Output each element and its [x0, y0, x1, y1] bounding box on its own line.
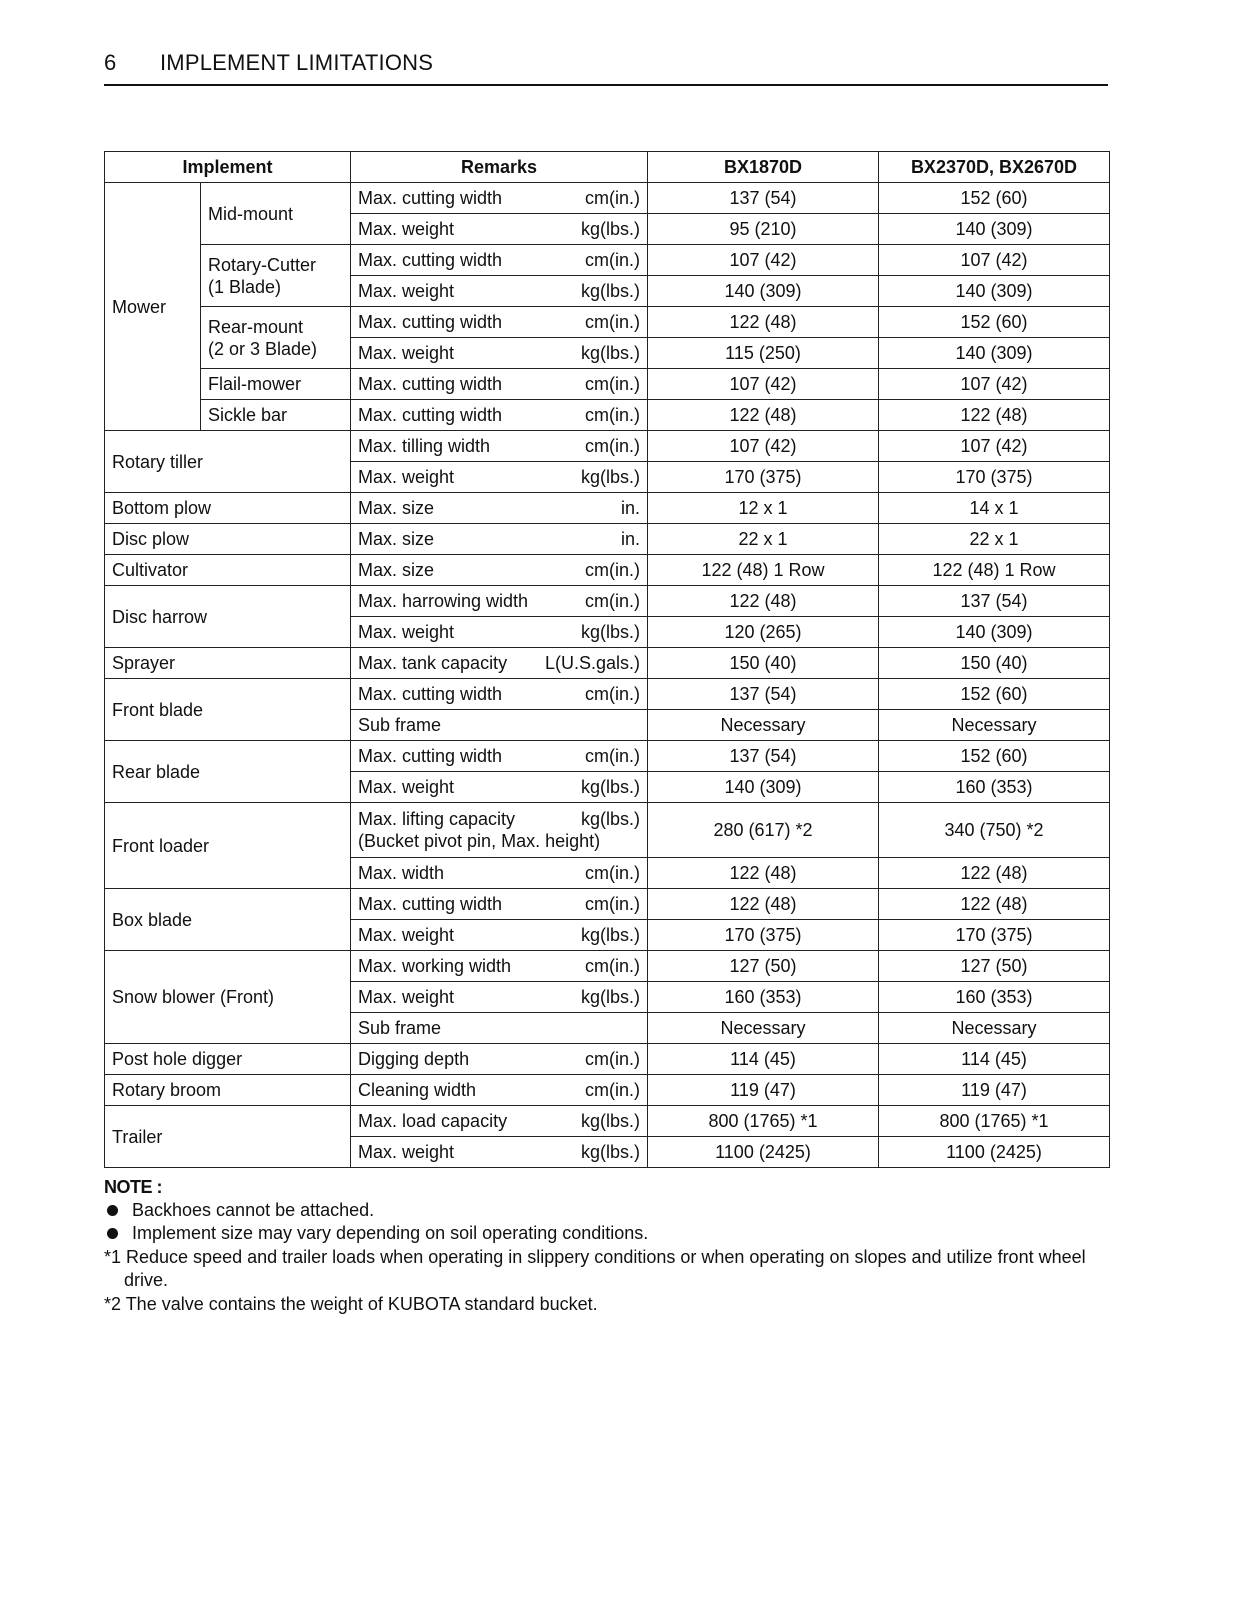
- value-bx1870d: 119 (47): [648, 1075, 879, 1106]
- value-bx2370d: 127 (50): [879, 951, 1110, 982]
- implement-sprayer: Sprayer: [105, 648, 351, 679]
- value-bx2370d: 152 (60): [879, 183, 1110, 214]
- implement-box-blade: Box blade: [105, 889, 351, 951]
- remark-cell: Max. cutting width cm(in.): [351, 245, 648, 276]
- table-row: [105, 951, 1110, 982]
- value-bx2370d: 137 (54): [879, 586, 1110, 617]
- value-bx2370d: 122 (48): [879, 889, 1110, 920]
- table-row: [105, 307, 1110, 338]
- value-bx1870d: 107 (42): [648, 369, 879, 400]
- value-bx2370d: 140 (309): [879, 617, 1110, 648]
- value-bx1870d: 122 (48): [648, 858, 879, 889]
- value-bx2370d: 140 (309): [879, 214, 1110, 245]
- value-bx2370d: 107 (42): [879, 245, 1110, 276]
- notes-section: [104, 1176, 1114, 1316]
- value-bx1870d: 137 (54): [648, 679, 879, 710]
- value-bx2370d: 340 (750) *2: [879, 803, 1110, 858]
- implement-front-blade: Front blade: [105, 679, 351, 741]
- remark-cell: Max. weight kg(lbs.): [351, 772, 648, 803]
- value-bx2370d: 114 (45): [879, 1044, 1110, 1075]
- remark-cell: Max. weight kg(lbs.): [351, 338, 648, 369]
- table-row: [105, 586, 1110, 617]
- remark-cell: Digging depth cm(in.): [351, 1044, 648, 1075]
- mower-subtype-rearmount: Rear-mount (2 or 3 Blade): [201, 307, 351, 369]
- value-bx1870d: 140 (309): [648, 276, 879, 307]
- remark-cell: Max. weight kg(lbs.): [351, 214, 648, 245]
- table-row: [105, 369, 1110, 400]
- table-row: [105, 555, 1110, 586]
- value-bx2370d: 160 (353): [879, 982, 1110, 1013]
- implement-bottom-plow: Bottom plow: [105, 493, 351, 524]
- value-bx1870d: 115 (250): [648, 338, 879, 369]
- table-row: [105, 400, 1110, 431]
- value-bx1870d: 170 (375): [648, 920, 879, 951]
- remark-cell: Max. cutting width cm(in.): [351, 889, 648, 920]
- note-bullet: Backhoes cannot be attached.: [104, 1199, 1114, 1222]
- mower-subtype-flail: Flail-mower: [201, 369, 351, 400]
- remark-cell: Max. weight kg(lbs.): [351, 982, 648, 1013]
- value-bx1870d: 114 (45): [648, 1044, 879, 1075]
- table-row: [105, 679, 1110, 710]
- table-row: [105, 889, 1110, 920]
- remark-cell: Max. tank capacity L(U.S.gals.): [351, 648, 648, 679]
- table-row: [105, 493, 1110, 524]
- value-bx1870d: Necessary: [648, 710, 879, 741]
- value-bx2370d: 170 (375): [879, 920, 1110, 951]
- value-bx1870d: 160 (353): [648, 982, 879, 1013]
- implement-front-loader: Front loader: [105, 803, 351, 889]
- table-row: [105, 1075, 1110, 1106]
- note-label: NOTE :: [104, 1177, 162, 1197]
- value-bx2370d: 152 (60): [879, 679, 1110, 710]
- implement-rotary-tiller: Rotary tiller: [105, 431, 351, 493]
- implement-rear-blade: Rear blade: [105, 741, 351, 803]
- value-bx2370d: 140 (309): [879, 276, 1110, 307]
- value-bx2370d: 122 (48): [879, 858, 1110, 889]
- table-row: [105, 524, 1110, 555]
- remark-cell: Max. weight kg(lbs.): [351, 1137, 648, 1168]
- header-model-bx2370d-bx2670d: BX2370D, BX2670D: [879, 152, 1110, 183]
- value-bx1870d: 800 (1765) *1: [648, 1106, 879, 1137]
- mower-subtype-sickle: Sickle bar: [201, 400, 351, 431]
- value-bx1870d: 12 x 1: [648, 493, 879, 524]
- value-bx1870d: 280 (617) *2: [648, 803, 879, 858]
- value-bx1870d: 122 (48) 1 Row: [648, 555, 879, 586]
- remark-cell: Max. cutting width cm(in.): [351, 369, 648, 400]
- remark-cell: Max. working width cm(in.): [351, 951, 648, 982]
- mower-subtype-midmount: Mid-mount: [201, 183, 351, 245]
- table-row: [105, 183, 1110, 214]
- remark-cell: Max. weight kg(lbs.): [351, 462, 648, 493]
- value-bx2370d: 800 (1765) *1: [879, 1106, 1110, 1137]
- remark-cell: Max. weight kg(lbs.): [351, 617, 648, 648]
- value-bx2370d: Necessary: [879, 1013, 1110, 1044]
- value-bx1870d: 107 (42): [648, 431, 879, 462]
- remark-cell: Max. load capacity kg(lbs.): [351, 1106, 648, 1137]
- remark-cell: Max. width cm(in.): [351, 858, 648, 889]
- value-bx1870d: 170 (375): [648, 462, 879, 493]
- value-bx1870d: 122 (48): [648, 889, 879, 920]
- header-implement: Implement: [105, 152, 351, 183]
- value-bx2370d: 160 (353): [879, 772, 1110, 803]
- value-bx1870d: 137 (54): [648, 741, 879, 772]
- table-header-row: [105, 152, 1110, 183]
- implement-snow-blower: Snow blower (Front): [105, 951, 351, 1044]
- remark-cell: Cleaning width cm(in.): [351, 1075, 648, 1106]
- note-bullet: Implement size may vary depending on soil operating conditions.: [104, 1222, 1114, 1245]
- remark-cell: Max. harrowing width cm(in.): [351, 586, 648, 617]
- table-row: [105, 741, 1110, 772]
- value-bx1870d: 122 (48): [648, 586, 879, 617]
- footnote-1: *1 Reduce speed and trailer loads when operating in slippery conditions or when operating on slopes and utilize front wheel drive.: [104, 1247, 1086, 1290]
- implement-limitations-table: [104, 151, 1110, 1168]
- implement-post-hole-digger: Post hole digger: [105, 1044, 351, 1075]
- value-bx2370d: 107 (42): [879, 369, 1110, 400]
- value-bx2370d: 122 (48) 1 Row: [879, 555, 1110, 586]
- value-bx2370d: Necessary: [879, 710, 1110, 741]
- implement-cultivator: Cultivator: [105, 555, 351, 586]
- value-bx1870d: 122 (48): [648, 307, 879, 338]
- value-bx2370d: 1100 (2425): [879, 1137, 1110, 1168]
- remark-cell: Max. weight kg(lbs.): [351, 276, 648, 307]
- value-bx1870d: 107 (42): [648, 245, 879, 276]
- table-row: [105, 245, 1110, 276]
- implement-trailer: Trailer: [105, 1106, 351, 1168]
- remark-cell: Max. tilling width cm(in.): [351, 431, 648, 462]
- value-bx1870d: 150 (40): [648, 648, 879, 679]
- remark-cell: Max. size in.: [351, 524, 648, 555]
- table-row: [105, 1106, 1110, 1137]
- value-bx2370d: 107 (42): [879, 431, 1110, 462]
- value-bx2370d: 170 (375): [879, 462, 1110, 493]
- remark-cell: Max. cutting width cm(in.): [351, 679, 648, 710]
- remark-cell: Sub frame: [351, 1013, 648, 1044]
- table-row: [105, 803, 1110, 858]
- header-remarks: Remarks: [351, 152, 648, 183]
- value-bx1870d: 22 x 1: [648, 524, 879, 555]
- mower-subtype-rotary-cutter: Rotary-Cutter (1 Blade): [201, 245, 351, 307]
- value-bx2370d: 152 (60): [879, 741, 1110, 772]
- page-header: [104, 50, 1108, 86]
- remark-cell: Max. size cm(in.): [351, 555, 648, 586]
- page-number: 6: [104, 50, 117, 75]
- bullet-icon: [107, 1205, 118, 1216]
- value-bx2370d: 140 (309): [879, 338, 1110, 369]
- remark-cell: Max. weight kg(lbs.): [351, 920, 648, 951]
- value-bx1870d: 1100 (2425): [648, 1137, 879, 1168]
- remark-cell: Max. cutting width cm(in.): [351, 183, 648, 214]
- value-bx1870d: Necessary: [648, 1013, 879, 1044]
- remark-cell: Max. cutting width cm(in.): [351, 400, 648, 431]
- implement-disc-harrow: Disc harrow: [105, 586, 351, 648]
- value-bx1870d: 120 (265): [648, 617, 879, 648]
- value-bx2370d: 152 (60): [879, 307, 1110, 338]
- implement-mower: Mower: [105, 183, 201, 431]
- value-bx2370d: 122 (48): [879, 400, 1110, 431]
- implement-rotary-broom: Rotary broom: [105, 1075, 351, 1106]
- value-bx1870d: 127 (50): [648, 951, 879, 982]
- section-title: IMPLEMENT LIMITATIONS: [160, 50, 434, 75]
- remark-cell: Max. size in.: [351, 493, 648, 524]
- remark-cell: Max. cutting width cm(in.): [351, 307, 648, 338]
- value-bx2370d: 22 x 1: [879, 524, 1110, 555]
- value-bx1870d: 122 (48): [648, 400, 879, 431]
- implement-disc-plow: Disc plow: [105, 524, 351, 555]
- remark-cell: Sub frame: [351, 710, 648, 741]
- bullet-icon: [107, 1228, 118, 1239]
- value-bx1870d: 140 (309): [648, 772, 879, 803]
- value-bx2370d: 150 (40): [879, 648, 1110, 679]
- value-bx2370d: 119 (47): [879, 1075, 1110, 1106]
- table-row: [105, 648, 1110, 679]
- value-bx1870d: 95 (210): [648, 214, 879, 245]
- table-row: [105, 1044, 1110, 1075]
- value-bx1870d: 137 (54): [648, 183, 879, 214]
- header-model-bx1870d: BX1870D: [648, 152, 879, 183]
- table-row: [105, 431, 1110, 462]
- remark-cell: Max. cutting width cm(in.): [351, 741, 648, 772]
- remark-cell: Max. lifting capacity kg(lbs.) (Bucket pivot pin, Max. height): [351, 803, 648, 858]
- value-bx2370d: 14 x 1: [879, 493, 1110, 524]
- footnote-2: *2 The valve contains the weight of KUBOTA standard bucket.: [104, 1294, 598, 1314]
